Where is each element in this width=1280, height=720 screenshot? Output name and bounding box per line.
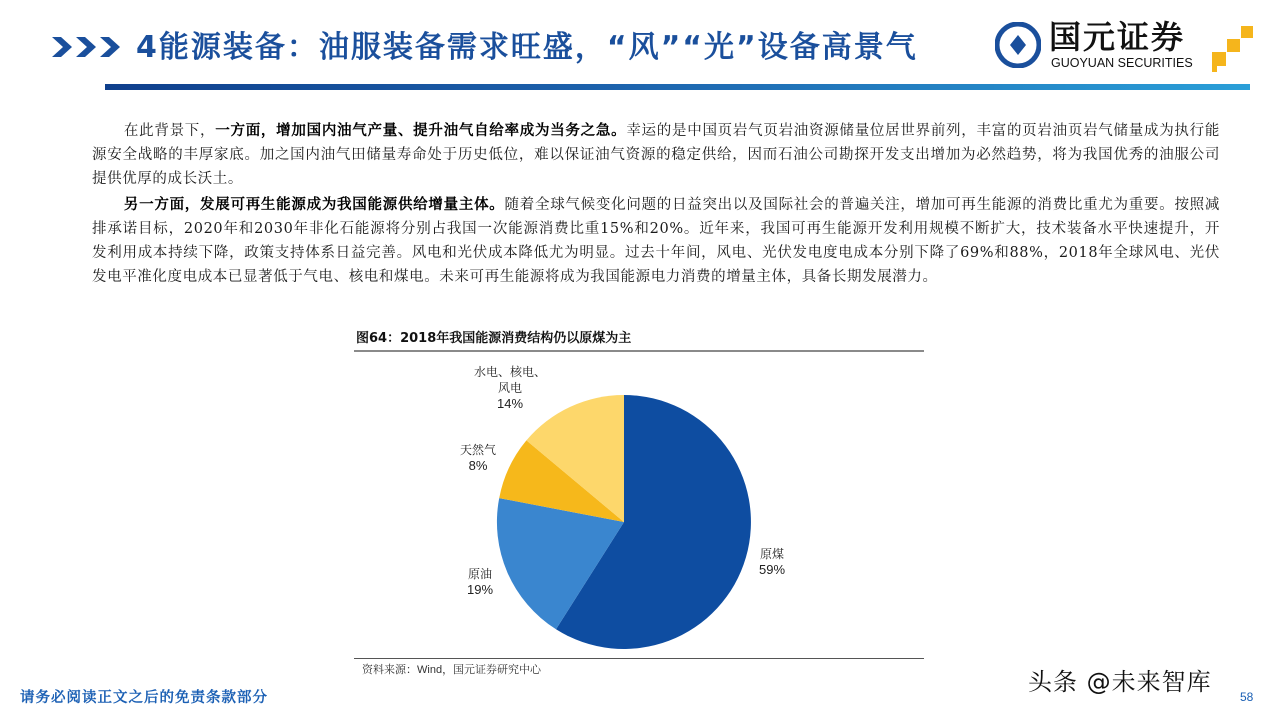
figure-top-rule bbox=[354, 350, 924, 352]
pie-label-percent: 19% bbox=[466, 582, 494, 597]
paragraph-key-point: 另一方面，发展可再生能源成为我国能源供给增量主体。 bbox=[123, 196, 505, 213]
pie-label-name: 原油 bbox=[467, 567, 492, 581]
figure-source bbox=[362, 662, 541, 678]
logo-name-en: GUOYUAN SECURITIES bbox=[1051, 56, 1193, 70]
figure-bottom-rule bbox=[354, 658, 924, 659]
paragraph-body: 幸运的是中国页岩气页岩油资源储量位居世界前列，丰富的页岩油页岩气储量成为执行能源安全战略的丰厚家底。加之国内油气田储量寿命处于历史低位，难以保证油气资源的稳定供给，因而石油公司勘探开发支出增加为必然趋势，将为我国优秀的油服公司提供优厚的成长沃土。 bbox=[92, 123, 1220, 187]
pie-label-name-line1: 水电、核电、 bbox=[473, 365, 546, 379]
pie-label-coal bbox=[752, 546, 792, 578]
paragraph-oil-gas bbox=[92, 119, 1220, 191]
toutiao-watermark: 头条 @未来智库 bbox=[1028, 668, 1212, 696]
source-wind: Wind bbox=[417, 664, 443, 676]
page-number: 58 bbox=[1240, 690, 1254, 704]
company-logo bbox=[995, 20, 1260, 78]
energy-consumption-pie-chart bbox=[480, 380, 780, 660]
pie-label-hydro-nuclear-wind bbox=[470, 364, 550, 412]
page-title: 4能源装备：油服装备需求旺盛，“风”“光”设备高景气 bbox=[136, 30, 918, 65]
header-divider bbox=[105, 84, 1250, 90]
figure-title: 图64：2018年我国能源消费结构仍以原煤为主 bbox=[356, 331, 632, 346]
pie-label-name: 原煤 bbox=[759, 547, 784, 561]
logo-name-cn: 国元证券 bbox=[1049, 18, 1186, 56]
pie-label-percent: 59% bbox=[758, 562, 786, 577]
logo-squares-icon bbox=[1210, 26, 1255, 72]
triple-chevron-right-icon bbox=[52, 35, 124, 59]
paragraph-lead: 在此背景下， bbox=[123, 123, 216, 139]
page-header bbox=[0, 0, 1280, 96]
paragraph-renewables bbox=[92, 193, 1220, 289]
pie-label-name-line2: 风电 bbox=[497, 381, 522, 395]
disclaimer-notice: 请务必阅读正文之后的免责条款部分 bbox=[20, 690, 268, 706]
pie-label-gas bbox=[453, 442, 503, 474]
pie-label-percent: 8% bbox=[468, 458, 488, 473]
paragraph-key-point: 一方面，增加国内油气产量、提升油气自给率成为当务之急。 bbox=[215, 122, 627, 139]
pie-label-oil bbox=[460, 566, 500, 598]
source-suffix: ，国元证券研究中心 bbox=[442, 663, 542, 676]
source-prefix: 资料来源： bbox=[362, 663, 417, 676]
guoyuan-logo-icon bbox=[995, 22, 1041, 68]
pie-label-percent: 14% bbox=[496, 396, 524, 411]
pie-label-name: 天然气 bbox=[459, 443, 496, 457]
paragraph-body: 随着全球气候变化问题的日益突出以及国际社会的普遍关注，增加可再生能源的消费比重尤为重要。按照减排承诺目标，2020年和2030年非化石能源将分别占我国一次能源消费比重15%和20%。近年来，我国可再生能源开发利用规模不断扩大，技术装备水平快速提升，开发利用成本持续下降，政策支持体系日益完善。风电和光伏成本降低尤为明显。过去十年间，风电、光伏发电度电成本分别下降了69%和88%，2018年全球风电、光伏发电平准化度电成本已显著低于气电、核电和煤电。未来可再生能源将成为我国能源电力消费的增量主体，具备长期发展潜力。 bbox=[92, 197, 1220, 285]
